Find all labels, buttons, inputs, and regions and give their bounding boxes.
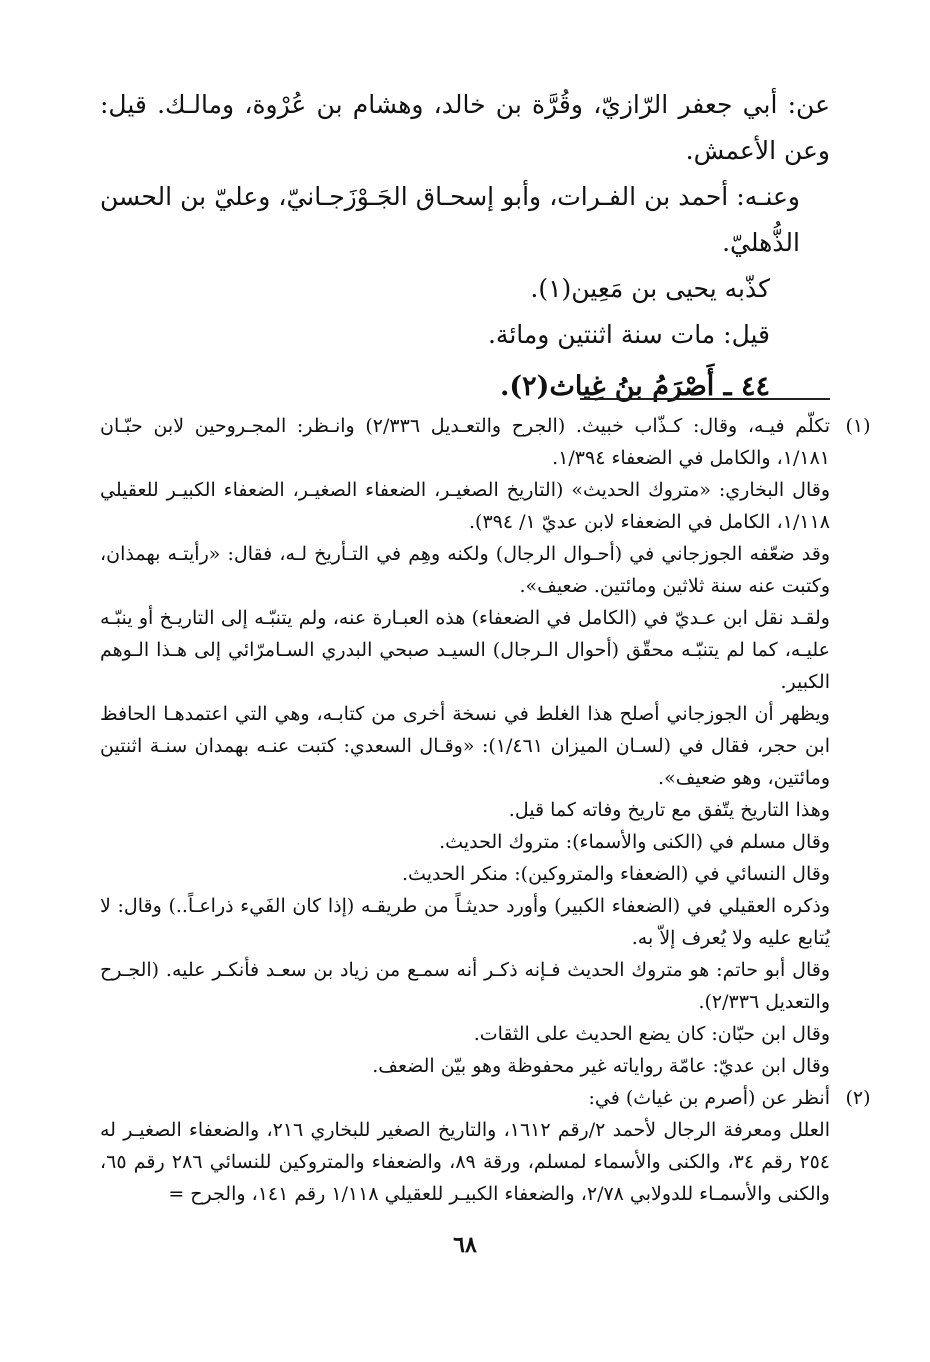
main-text xyxy=(100,82,830,410)
footnote-paragraph: العلل ومعرفة الرجال لأحمد ٢/رقم ١٦١٢، والتاريخ الصغير للبخاري ٢١٦، والضعفاء الصغيـر له ٢٥٤ رقم ٣٤، والكنى والأسماء لمسلم، ورقة ٨٩، والضعفاء والمتروكين للنسائي ٢٨٦ رقم ٦٥، والكنى والأسمـاء للدولابي ٢/٧٨، والضعفاء الكبيـر للعقيلي ١/١١٨ رقم ١٤١، والجرح = xyxy=(100,1119,830,1205)
footnote-paragraph: وقد ضعّفه الجوزجاني في (أحـوال الرجال) ولكنه وهِم في التـأريخ لـه، فقال: «رأيتـه بهمذان، وكتبت عنه سنة ثلاثين ومائتين. ضعيف». xyxy=(100,543,830,597)
footnote-1 xyxy=(100,410,871,1082)
entry-title: ٤٤ ـ أَصْرَمُ بنُ غِياث(٢). xyxy=(499,371,770,402)
footnote-paragraph: وقال أبو حاتم: هو متروك الحديث فـإنه ذكـر أنه سمـع من زياد بن سعـد فأنكـر عليه. (الجـرح والتعديل ٢/٣٣٦). xyxy=(100,959,830,1013)
footnote-paragraph: وقال ابن حبّان: كان يضع الحديث على الثقات. xyxy=(473,1023,830,1045)
footnote-paragraph: وذكره العقيلي في (الضعفاء الكبير) وأورد حديثـاً من طريقـه (إذا كان الفَيء ذراعـاً..) وقال: لا يُتابع عليه ولا يُعرف إلاّ به. xyxy=(100,895,830,949)
footnotes xyxy=(100,410,871,1210)
footnote-marker: (٢) xyxy=(845,1087,871,1109)
footnote-paragraph: ولقـد نقل ابن عـديّ في (الكامل في الضعفاء) هذه العبـارة عنه، ولم يتنبّـه إلى التاريـخ أو ينبّـه عليـه، كما لم يتنبّـه محقّق (أحوال الـرجال) السيـد صبحي البدري السـامرّائي إلى هـذا الـوهم الكبير. xyxy=(100,607,830,693)
footnote-paragraph: وقال البخاري: «متروك الحديث» (التاريخ الصغيـر، الضعفاء الصغيـر، الضعفاء الكبيـر للعقيلي ١/١١٨، الكامل في الضعفاء لابن عديّ ١/ ٣٩٤). xyxy=(100,479,830,533)
footnote-paragraph: أنظر عن (أصرم بن غياث) في: xyxy=(588,1087,830,1109)
footnote-2 xyxy=(100,1082,871,1210)
main-line-narrators-to: وعنـه: أحمد بن الفـرات، وأبو إسحـاق الجَـوْزَجـانيّ، وعليّ بن الحسن الذُّهليّ. xyxy=(100,182,800,257)
main-line-death: قيل: مات سنة اثنتين ومائة. xyxy=(487,320,770,349)
footnote-separator xyxy=(580,398,830,400)
footnote-paragraph: وهذا التاريخ يتّفق مع تاريخ وفاته كما قيل. xyxy=(508,799,830,821)
page-number: ٦٨ xyxy=(453,1232,477,1258)
footnote-paragraph: وقال مسلم في (الكنى والأسماء): متروك الحديث. xyxy=(439,831,830,853)
main-line-narrators-from: عن: أبي جعفر الرّازيّ، وقُرَّة بن خالد، وهشام بن عُرْوة، ومالـك. قيل: وعن الأعمش. xyxy=(100,90,830,165)
footnote-paragraph: وقال النسائي في (الضعفاء والمتروكين): منكر الحديث. xyxy=(402,863,830,885)
footnote-paragraph: وقال ابن عديّ: عامّة رواياته غير محفوظة وهو بيّن الضعف. xyxy=(372,1055,830,1077)
main-line-verdict: كذّبه يحيى بن مَعِين(١). xyxy=(530,274,770,303)
footnote-paragraph: تكلّم فيـه، وقال: كـذّاب خبيث. (الجرح والتعـديل ٢/٣٣٦) وانـظر: المجـروحين لابن حبّـان ١/١٨١، والكامل في الضعفاء ١/٣٩٤. xyxy=(100,415,830,469)
footnote-marker: (١) xyxy=(845,415,871,437)
footnote-paragraph: ويظهر أن الجوزجاني أصلح هذا الغلط في نسخة أخرى من كتابـه، وهي التي اعتمدهـا الحافظ ابن حجر، فقال في (لسـان الميزان ١/٤٦١): «وقـال السعدي: كتبت عنـه بهمدان سنـة اثنتين ومائتين، وهو ضعيف». xyxy=(100,703,830,789)
